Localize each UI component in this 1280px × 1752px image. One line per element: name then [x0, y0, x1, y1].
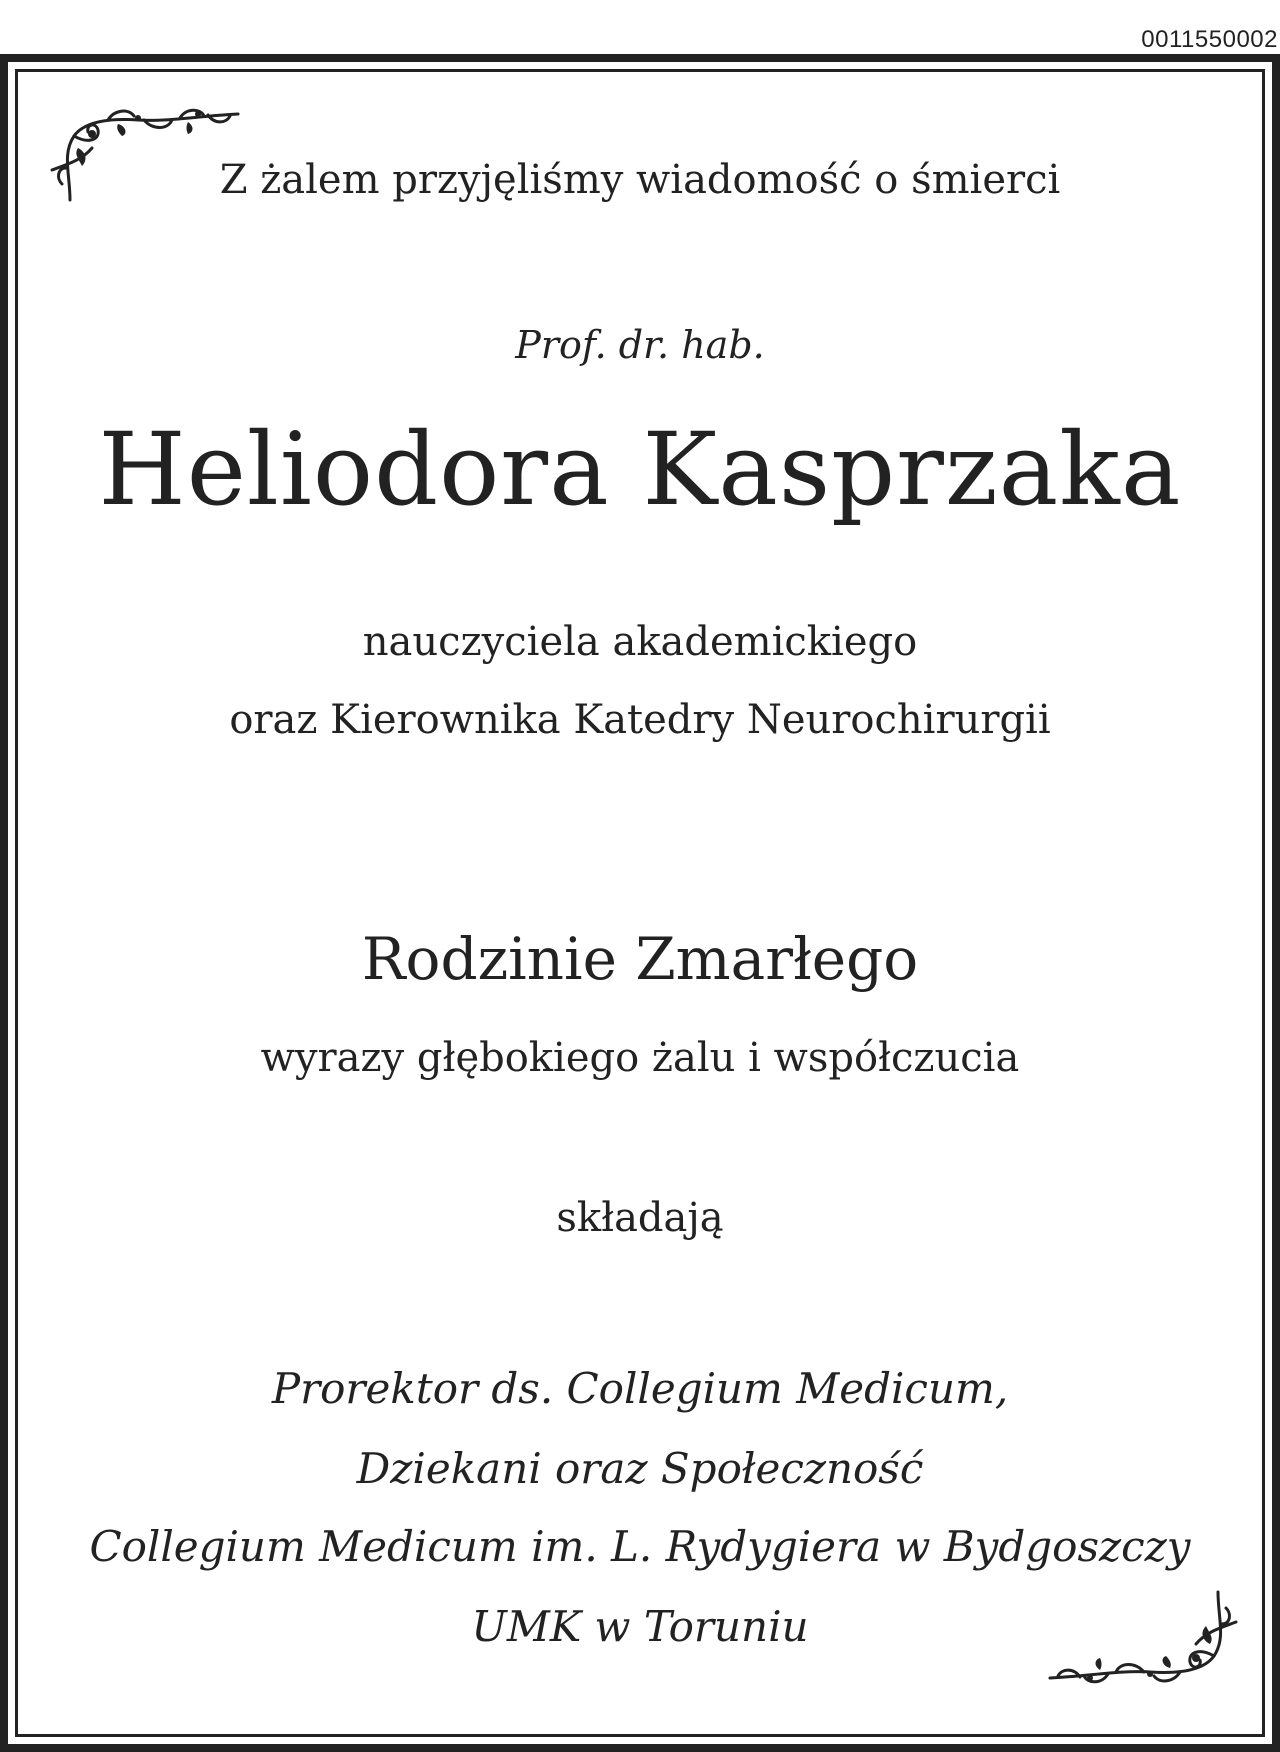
condolences-text: wyrazy głębokiego żalu i współczucia	[260, 1035, 1020, 1081]
signatory-line: UMK w Toruniu	[471, 1602, 809, 1651]
role-line: oraz Kierownika Katedry Neurochirurgii	[229, 697, 1051, 743]
signatory-line: Dziekani oraz Społeczność	[356, 1444, 924, 1493]
signatory-line: Collegium Medicum im. L. Rydygiera w Bydgoszczy	[89, 1522, 1191, 1571]
recipients-heading: Rodzinie Zmarłego	[361, 925, 919, 993]
deceased-name: Heliodora Kasprzaka	[98, 411, 1182, 528]
signatory-line: Prorektor ds. Collegium Medicum,	[271, 1364, 1009, 1413]
verb-text: składają	[556, 1195, 724, 1241]
role-line: nauczyciela akademickiego	[362, 619, 918, 665]
intro-text: Z żalem przyjęliśmy wiadomość o śmierci	[219, 157, 1061, 203]
reference-id: 0011550002	[1141, 26, 1278, 53]
academic-title: Prof. dr. hab.	[515, 323, 765, 367]
